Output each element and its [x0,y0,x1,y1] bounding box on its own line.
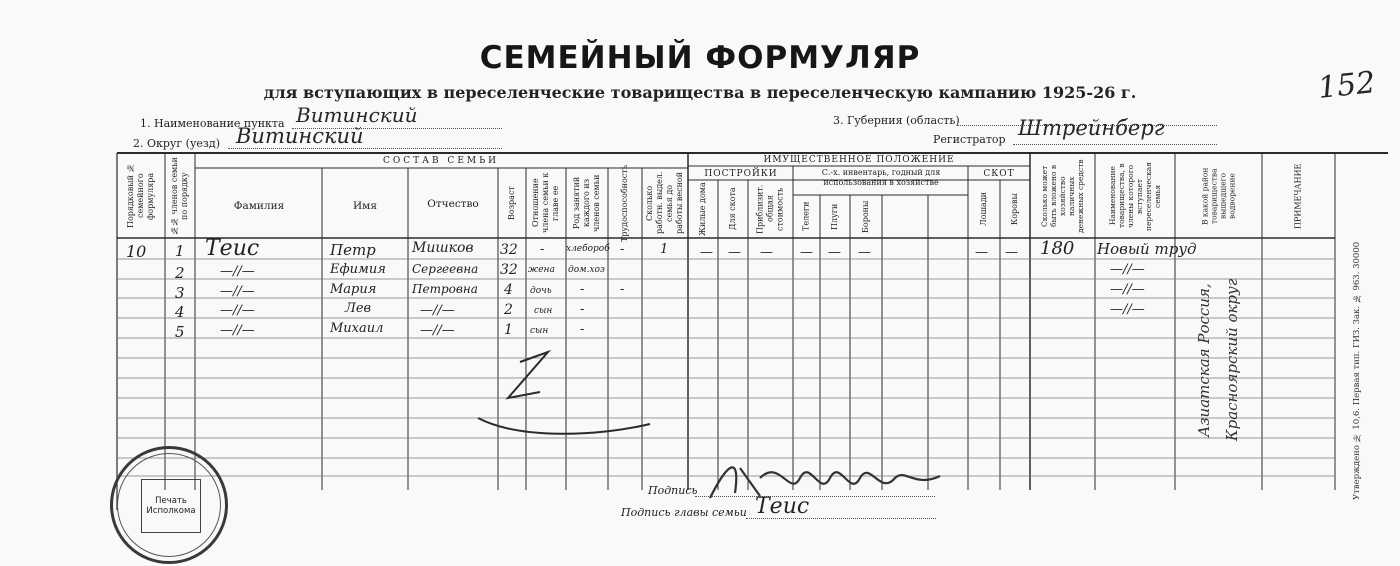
row1-sredstva: 180 [1040,238,1075,259]
gubernia-label: 3. Губерния (область) [833,114,960,127]
col-zanyatia-header: Род занятий каждого из членов семьи [572,174,601,232]
col-loshadi-header: Лошади [979,192,988,226]
row4-otchestvo: —//— [420,303,455,318]
row1-dash: — [700,245,713,260]
row5-familia: —//— [220,323,255,338]
row1-trud: - [620,242,625,257]
row4-nn: 4 [175,303,185,321]
col-imya-header: Имя [353,200,377,212]
page-number: 152 [1316,65,1377,106]
col-nn-header: №№ членов семьи по порядку [170,157,189,235]
stamp-line2: Исполкома [146,506,196,516]
row3-zanyatia: - [580,282,585,297]
podpis-glavy-value: Теис [755,494,810,519]
row1-otchestvo: Мишков [412,240,474,256]
row3-otnoshenie: дочь [530,286,552,296]
group-family-header: СОСТАВ СЕМЬИ [382,156,500,166]
row3-vozrast: 4 [504,282,513,298]
col-plugi-header: Плуги [830,203,839,230]
col-otchestvo-header: Отчество [427,198,479,210]
col-korovy-header: Коровы [1010,193,1019,225]
group-inventar-header: С.-х. инвентарь, годный для использования в хозяйстве [821,168,941,187]
col-zhilye-header: Жилые дома [698,182,707,236]
col-skolko-header: Сколько работн. выдел. семья до работы весной [645,171,684,235]
row2-vozrast: 32 [500,262,518,278]
punkt-value: Витинский [296,103,418,127]
stamp-inner-box [141,479,201,533]
okrug-label: 2. Округ (уезд) [133,137,220,150]
row4-otnoshenie: сын [534,306,553,316]
row1-vozrast: 32 [500,242,518,258]
row3-nn: 3 [175,284,185,302]
row3-otchestvo: Петровна [412,282,478,296]
col-primechanie-header: ПРИМЕЧАНИЕ [1293,163,1303,229]
row2-zanyatia: дом.хоз [568,265,605,275]
row5-otnoshenie: сын [530,326,549,336]
row1-skolko: 1 [660,242,669,257]
row1-dash: — [760,245,773,260]
row4-vozrast: 2 [504,302,513,318]
row5-nn: 5 [175,323,185,341]
row1-zanyatia: хлебороб [566,244,610,254]
col-stoimost-header: Приблизит. общая стоимость [755,184,785,234]
group-postroiki-header: ПОСТРОЙКИ [704,169,778,179]
row1-dash: — [828,245,841,260]
form-subtitle: для вступающих в переселенческие товарищества в переселенческую кампанию 1925-26 г. [263,83,1137,102]
group-skot-header: СКОТ [983,169,1015,179]
row1-order: 10 [126,242,147,261]
row2-familia: —//— [220,264,255,279]
row3-imya: Мария [330,282,377,297]
col-tovarishchestvo-header: Наименование товарищества, в члены которого вступает переселенческая семья [1108,161,1162,231]
row4-familia: —//— [220,303,255,318]
col-order-header: Порядковый № семейного формуляра [126,163,155,229]
stamp-line1: Печать [155,496,187,506]
row3-familia: —//— [220,284,255,299]
okrug-value: Витинский [236,124,364,148]
form-title: СЕМЕЙНЫЙ ФОРМУЛЯР [479,40,921,76]
row4-imya: Лев [345,301,372,316]
row5-vozrast: 1 [504,322,513,338]
podpis-label: Подпись [648,484,698,497]
registrator-value: Штрейнберг [1018,116,1165,140]
col-familia-header: Фамилия [233,200,285,212]
row5-otchestvo: —//— [420,323,455,338]
row4-tovar: —//— [1110,302,1145,317]
row2-otchestvo: Сергеевна [412,262,479,276]
col-telegi-header: Телеги [801,201,811,232]
row2-otnoshenie: жена [528,265,555,275]
row1-dash: — [975,245,988,260]
col-borony-header: Бороны [861,200,870,233]
raion-note: Азиатская Россия, Красноярский округ [1195,278,1241,442]
row3-tovar: —//— [1110,282,1145,297]
col-trud-header: Трудоспособность [620,164,629,242]
side-print: Утверждено № 10,6. Первая тип. ГИЗ. Зак. № 963. 30000 [1352,241,1362,500]
row1-dash: — [728,245,741,260]
col-skot-build-header: Для скота [728,187,737,231]
row1-dash: — [800,245,813,260]
col-sredstva-header: Сколько может быть вложено в хозяйство наличных денежных средств [1040,159,1085,233]
row2-tovar: —//— [1110,262,1145,277]
row5-imya: Михаил [330,321,384,336]
row1-imya: Петр [330,241,376,259]
row1-familia: Теис [205,236,260,261]
col-otnoshenie-header: Отношение члена семьи к главе ее [531,172,560,234]
row1-otnoshenie: - [540,242,545,257]
row1-tovar: Новый труд [1097,240,1197,258]
row2-nn: 2 [175,264,185,282]
row1-dash: — [1005,245,1018,260]
row1-nn: 1 [175,242,185,260]
registrator-label: Регистратор [933,133,1006,146]
col-raion-header: В какой район товарищества вышедшего водворение [1200,167,1237,225]
group-property-header: ИМУЩЕСТВЕННОЕ ПОЛОЖЕНИЕ [763,155,955,165]
row4-zanyatia: - [580,302,585,317]
col-vozrast-header: Возраст [507,186,516,220]
punkt-label: 1. Наименование пункта [140,117,285,130]
row2-imya: Ефимия [330,262,386,277]
podpis-glavy-label: Подпись главы семьи [621,506,747,519]
row3-trud: - [620,282,625,297]
row5-zanyatia: - [580,322,585,337]
official-stamp [110,446,228,564]
row1-dash: — [858,245,871,260]
